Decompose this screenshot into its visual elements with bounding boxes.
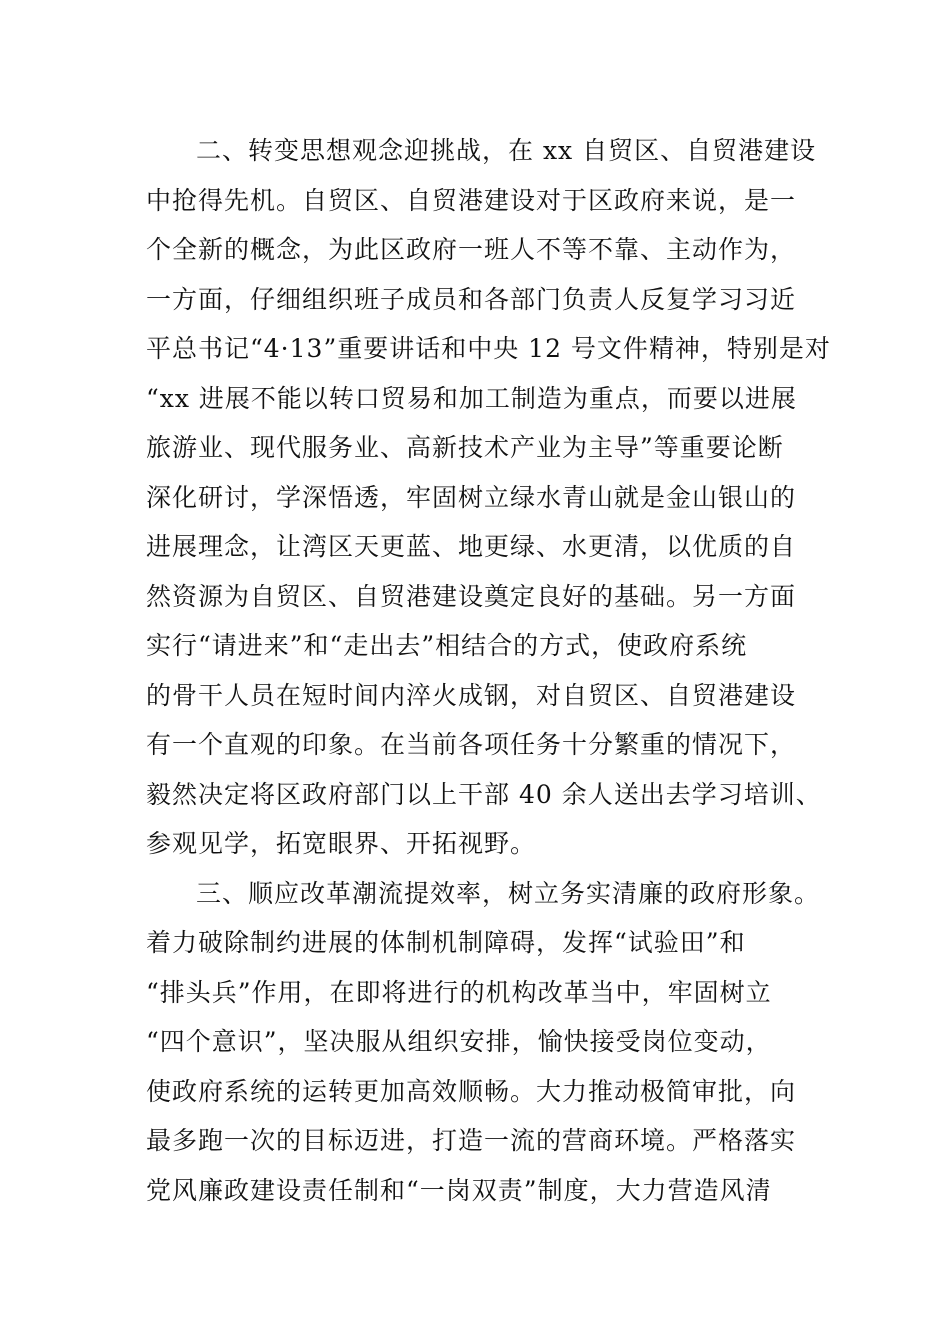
paragraph-3-line-5: 使政府系统的运转更加高效顺畅。大力推动极简审批，向 xyxy=(146,1077,797,1106)
paragraph-2-line-2: 中抢得先机。自贸区、自贸港建设对于区政府来说，是一 xyxy=(146,186,797,215)
paragraph-2-line-1: 二、转变思想观念迎挑战，在 xx 自贸区、自贸港建设 xyxy=(196,136,817,165)
paragraph-2-line-6: “xx 进展不能以转口贸易和加工制造为重点，而要以进展 xyxy=(146,384,797,413)
paragraph-2-line-5: 平总书记“4·13”重要讲话和中央 12 号文件精神，特别是对 xyxy=(146,334,831,363)
paragraph-2-line-10: 然资源为自贸区、自贸港建设奠定良好的基础。另一方面 xyxy=(146,582,797,611)
paragraph-2-line-14: 毅然决定将区政府部门以上干部 40 余人送出去学习培训、 xyxy=(146,780,822,809)
paragraph-2-line-9: 进展理念，让湾区天更蓝、地更绿、水更清，以优质的自 xyxy=(146,532,797,561)
paragraph-3-line-7: 党风廉政建设责任制和“一岗双责”制度，大力营造风清 xyxy=(146,1176,772,1205)
paragraph-2-line-7: 旅游业、现代服务业、高新技术产业为主导”等重要论断 xyxy=(146,433,784,462)
paragraph-2-line-11: 实行“请进来”和“走出去”相结合的方式，使政府系统 xyxy=(146,631,748,660)
paragraph-3-line-1: 三、顺应改革潮流提效率，树立务实清廉的政府形象。 xyxy=(196,879,821,908)
paragraph-3-line-4: “四个意识”，坚决服从组织安排，愉快接受岗位变动， xyxy=(146,1027,772,1056)
paragraph-2-line-3: 个全新的概念，为此区政府一班人不等不靠、主动作为， xyxy=(146,235,797,264)
paragraph-2-line-13: 有一个直观的印象。在当前各项任务十分繁重的情况下， xyxy=(146,730,797,759)
paragraph-2-line-8: 深化研讨，学深悟透，牢固树立绿水青山就是金山银山的 xyxy=(146,483,797,512)
paragraph-2-line-12: 的骨干人员在短时间内淬火成钢，对自贸区、自贸港建设 xyxy=(146,681,797,710)
paragraph-2-line-15: 参观见学，拓宽眼界、开拓视野。 xyxy=(146,829,537,858)
paragraph-2-line-4: 一方面，仔细组织班子成员和各部门负责人反复学习习近 xyxy=(146,285,797,314)
paragraph-3-line-3: “排头兵”作用，在即将进行的机构改革当中，牢固树立 xyxy=(146,978,772,1007)
paragraph-3-line-6: 最多跑一次的目标迈进，打造一流的营商环境。严格落实 xyxy=(146,1126,797,1155)
paragraph-3-line-2: 着力破除制约进展的体制机制障碍，发挥“试验田”和 xyxy=(146,928,746,957)
